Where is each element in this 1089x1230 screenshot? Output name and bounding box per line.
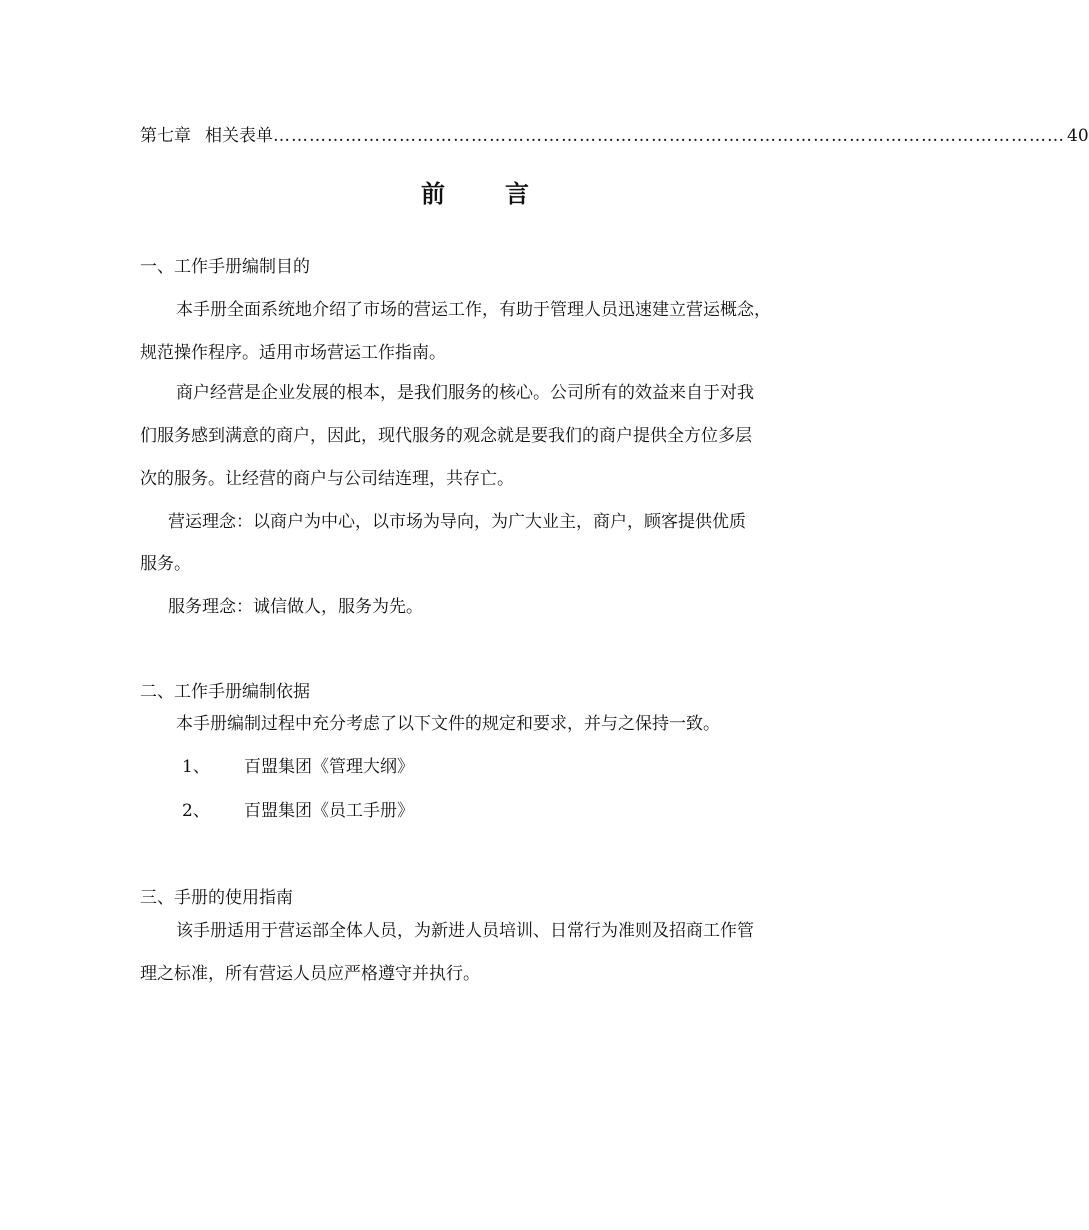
toc-chapter: 第七章 <box>140 126 191 146</box>
list-item-number: 1、 <box>182 757 210 777</box>
list-item-text: 百盟集团《管理大纲》 <box>244 757 414 777</box>
section-1-heading: 一、工作手册编制目的 <box>140 257 310 277</box>
section-1-para-2-line-3: 次的服务。让经营的商户与公司结连理，共存亡。 <box>140 469 514 489</box>
section-1-para-2-line-1: 商户经营是企业发展的根本，是我们服务的核心。公司所有的效益来自于对我 <box>176 383 754 403</box>
toc-entry <box>140 124 1089 148</box>
list-item-text: 百盟集团《员工手册》 <box>244 801 414 821</box>
section-3-para-1-line-1: 该手册适用于营运部全体人员，为新进人员培训、日常行为准则及招商工作管 <box>176 921 754 941</box>
section-1-para-1-line-1: 本手册全面系统地介绍了市场的营运工作，有助于管理人员迅速建立营运概念， <box>176 300 771 320</box>
section-1-para-3-line-2: 服务。 <box>140 554 191 574</box>
list-item-number: 2、 <box>182 801 210 821</box>
section-1-para-4-line-1: 服务理念：诚信做人，服务为先。 <box>168 597 423 617</box>
section-1-para-3-line-1: 营运理念：以商户为中心，以市场为导向，为广大业主，商户，顾客提供优质 <box>168 512 746 532</box>
preface-title-char-1: 前 <box>421 179 445 208</box>
section-1-para-2-line-2: 们服务感到满意的商户，因此，现代服务的观念就是要我们的商户提供全方位多层 <box>140 426 752 446</box>
toc-title: 相关表单 <box>205 126 273 146</box>
section-2-list-item <box>182 799 414 823</box>
preface-title-char-2: 言 <box>505 179 529 208</box>
toc-page-number: 40 <box>1067 126 1089 146</box>
section-1-para-1-line-2: 规范操作程序。适用市场营运工作指南。 <box>140 343 446 363</box>
toc-leader-dots: …………………………………………………………………………………………………………………… <box>273 126 1065 146</box>
section-3-heading: 三、手册的使用指南 <box>140 888 293 908</box>
section-3-para-1-line-2: 理之标准，所有营运人员应严格遵守并执行。 <box>140 964 480 984</box>
section-2-heading: 二、工作手册编制依据 <box>140 682 310 702</box>
section-2-list-item <box>182 755 414 779</box>
section-2-para-1: 本手册编制过程中充分考虑了以下文件的规定和要求，并与之保持一致。 <box>176 714 720 734</box>
preface-title <box>0 178 950 210</box>
